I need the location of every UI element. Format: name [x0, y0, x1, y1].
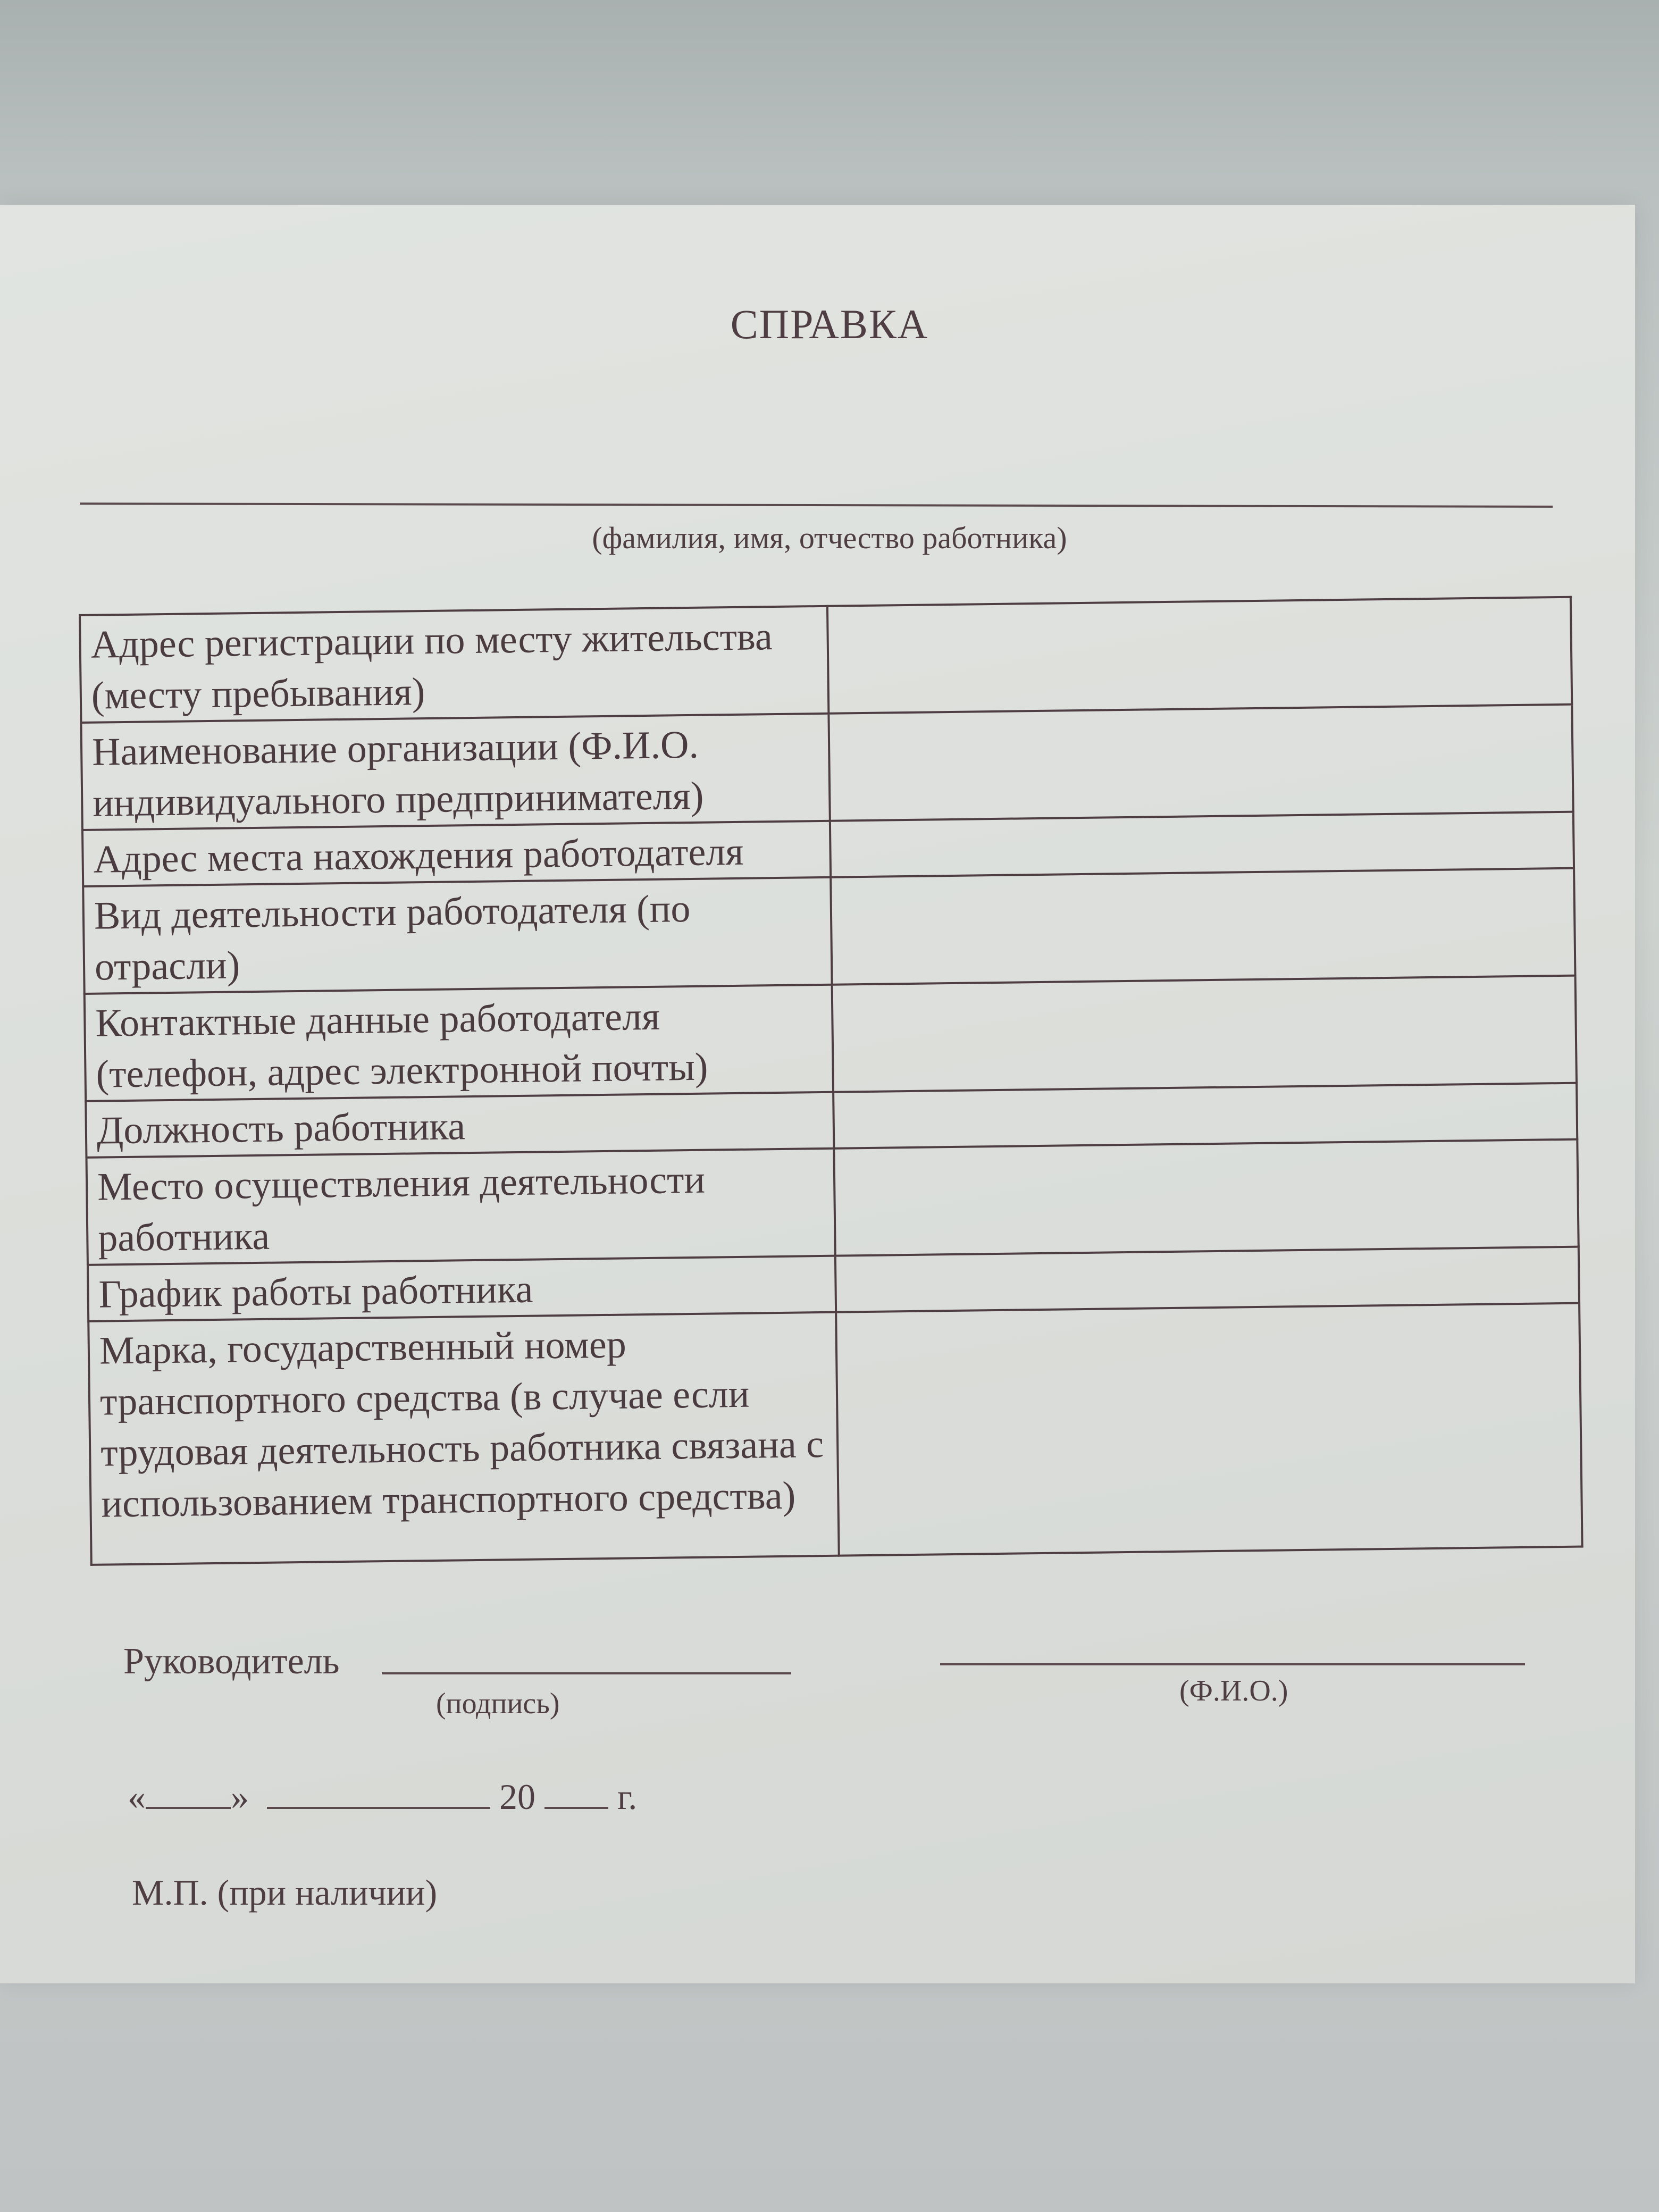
- row-value-work-location[interactable]: [834, 1139, 1579, 1256]
- table-row: [80, 597, 1572, 723]
- head-name-field[interactable]: [940, 1663, 1525, 1665]
- table-row: [83, 868, 1575, 994]
- row-value-employer-activity[interactable]: [831, 868, 1575, 985]
- row-label-employer-activity: Вид деятельности работодателя (по отрасли): [83, 877, 832, 994]
- row-label-organization-name: Наименование организации (Ф.И.О. индивидуального предпринимателя): [81, 714, 830, 830]
- day-field[interactable]: [146, 1779, 231, 1809]
- table-row: [81, 705, 1573, 830]
- head-label: Руководитель: [123, 1641, 340, 1682]
- row-label-employee-position: Должность работника: [86, 1092, 834, 1158]
- year-prefix: 20: [499, 1777, 535, 1817]
- year-suffix: г.: [617, 1777, 638, 1817]
- stamp-label: М.П. (при наличии): [132, 1872, 438, 1913]
- month-field[interactable]: [267, 1779, 490, 1809]
- date-close-quote: »: [231, 1777, 249, 1817]
- row-label-vehicle-info: Марка, государственный номер транспортного средства (в случае если трудовая деятельность работника связана с использованием транспортного средства): [88, 1312, 839, 1565]
- date-row: [128, 1776, 637, 1818]
- row-label-work-location: Место осуществления деятельности работника: [86, 1149, 835, 1265]
- row-value-vehicle-info[interactable]: [836, 1303, 1582, 1556]
- table-row: [85, 976, 1577, 1101]
- info-table-wrapper: [79, 596, 1583, 1566]
- employee-name-caption: (фамилия, имя, отчество работника): [592, 521, 1067, 555]
- row-value-employer-contacts[interactable]: [832, 976, 1577, 1092]
- year-field[interactable]: [544, 1779, 608, 1809]
- head-name-caption: (Ф.И.О.): [1179, 1674, 1288, 1707]
- row-value-employer-address[interactable]: [830, 812, 1574, 877]
- signature-field[interactable]: [382, 1672, 791, 1674]
- table-row: [86, 1139, 1578, 1265]
- table-row: [88, 1303, 1582, 1565]
- signature-caption: (подпись): [436, 1687, 560, 1720]
- row-value-work-schedule[interactable]: [835, 1247, 1579, 1312]
- row-label-work-schedule: График работы работника: [88, 1256, 836, 1321]
- row-value-registration-address[interactable]: [827, 597, 1572, 714]
- row-value-organization-name[interactable]: [829, 705, 1573, 821]
- row-label-registration-address: Адрес регистрации по месту жительства (месту пребывания): [80, 606, 829, 723]
- info-table: [79, 596, 1583, 1566]
- row-label-employer-contacts: Контактные данные работодателя (телефон, адрес электронной почты): [85, 985, 834, 1101]
- row-label-employer-address: Адрес места нахождения работодателя: [82, 821, 831, 886]
- row-value-employee-position[interactable]: [833, 1083, 1577, 1149]
- date-open-quote: «: [128, 1777, 146, 1817]
- document-title: СПРАВКА: [730, 301, 929, 347]
